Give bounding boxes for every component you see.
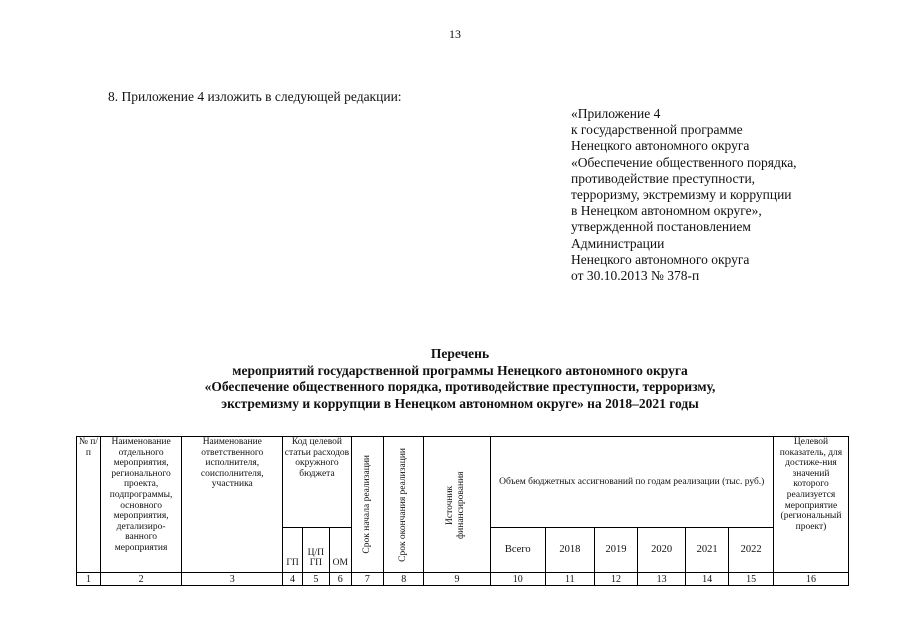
appendix-line: в Ненецком автономном округе»,: [571, 203, 762, 219]
column-number: 11: [545, 573, 594, 586]
subheader-gp: ГП: [283, 527, 303, 572]
header-budget-volume: Объем бюджетных ассигнований по годам реализации (тыс. руб.): [490, 437, 773, 528]
column-number: 14: [685, 573, 728, 586]
title-line: мероприятий государственной программы Ненецкого автономного округа: [232, 362, 688, 378]
appendix-line: к государственной программе: [571, 122, 743, 138]
column-number: 9: [424, 573, 490, 586]
column-number: 13: [638, 573, 686, 586]
column-number: 6: [329, 573, 351, 586]
column-number: 3: [182, 573, 283, 586]
subheader-year-2019: 2019: [594, 527, 637, 572]
header-measure-name: Наименование отдельного мероприятия, регионального проекта, подпрограммы, основного мероприятия, детализиро-ванного мероприятия: [100, 437, 181, 573]
appendix-line: противодействие преступности,: [571, 170, 756, 186]
column-number: 15: [729, 573, 774, 586]
page-number: 13: [449, 27, 461, 41]
subheader-total: Всего: [490, 527, 545, 572]
appendix-line: терроризму, экстремизму и коррупции: [571, 187, 792, 203]
appendix-line: Ненецкого автономного округа: [571, 138, 750, 154]
subheader-year-2022: 2022: [729, 527, 774, 572]
measures-table: [76, 436, 849, 586]
column-number: 10: [490, 573, 545, 586]
subheader-year-2020: 2020: [638, 527, 686, 572]
column-number: 1: [77, 573, 101, 586]
header-funding-source: Источник финансирования: [424, 437, 490, 573]
header-executor: Наименование ответственного исполнителя, соисполнителя, участника: [182, 437, 283, 573]
subheader-om: ОМ: [329, 527, 351, 572]
appendix-line: Ненецкого автономного округа: [571, 251, 750, 267]
column-number: 5: [302, 573, 329, 586]
column-number: 2: [100, 573, 181, 586]
column-number: 12: [594, 573, 637, 586]
appendix-line: Администрации: [571, 235, 665, 251]
subheader-year-2021: 2021: [685, 527, 728, 572]
header-target-indicator: Целевой показатель, для достиже-ния значений которого реализуется мероприятие (региональный проект): [773, 437, 848, 573]
subheader-cp-gp: Ц/П ГП: [302, 527, 329, 572]
title-line: «Обеспечение общественного порядка, противодействие преступности, терроризму,: [204, 379, 716, 394]
subheader-year-2018: 2018: [545, 527, 594, 572]
header-end-date: Срок окончания реализации: [384, 437, 424, 573]
header-budget-code: Код целевой статьи расходов окружного бюджета: [283, 437, 351, 528]
appendix-line: «Обеспечение общественного порядка,: [571, 154, 797, 170]
appendix-line: утвержденной постановлением: [571, 219, 751, 235]
column-number: 16: [773, 573, 848, 586]
column-number: 4: [283, 573, 303, 586]
header-start-date: Срок начала реализации: [351, 437, 384, 573]
title-line: Перечень: [430, 346, 490, 361]
header-number: № п/п: [77, 437, 101, 573]
appendix-note: [571, 106, 891, 284]
appendix-line: от 30.10.2013 № 378-п: [571, 268, 700, 284]
appendix-line: «Приложение 4: [571, 106, 661, 121]
title-line: экстремизму и коррупции в Ненецком автономном округе» на 2018–2021 годы: [221, 395, 699, 411]
document-title: [130, 346, 790, 412]
column-number: 8: [384, 573, 424, 586]
column-number: 7: [351, 573, 384, 586]
instruction-text: 8. Приложение 4 изложить в следующей редакции:: [108, 89, 402, 104]
